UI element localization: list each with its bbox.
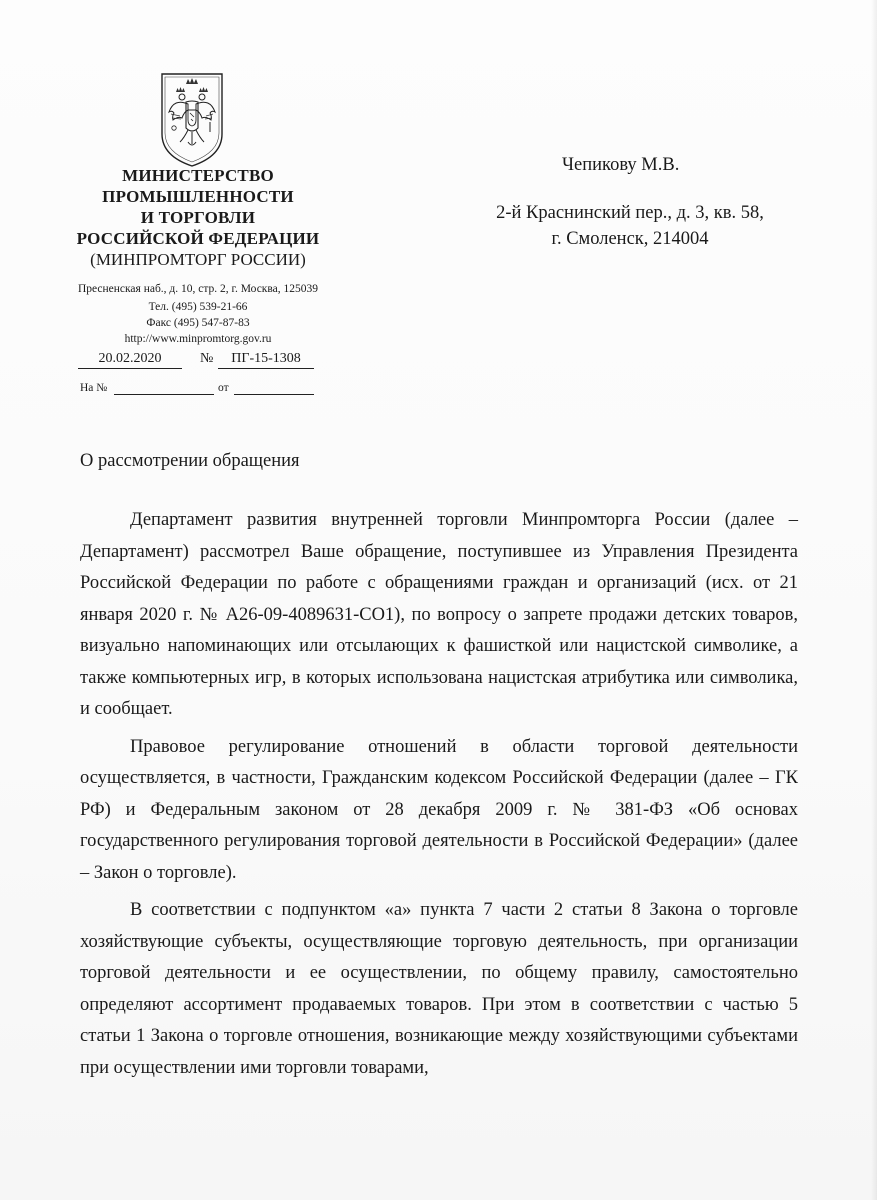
ministry-fax: Факс (495) 547-87-83 bbox=[146, 317, 250, 329]
coat-of-arms-icon bbox=[160, 72, 224, 168]
ministry-address: Пресненская наб., д. 10, стр. 2, г. Москва, 125039 bbox=[77, 283, 319, 295]
reference-row bbox=[80, 382, 320, 398]
recipient-address-line: 2-й Краснинский пер., д. 3, кв. 58, bbox=[496, 203, 764, 223]
recipient-name: Чепикову М.В. bbox=[562, 155, 680, 175]
reference-number-line bbox=[114, 394, 214, 395]
ministry-header bbox=[60, 165, 336, 347]
ministry-name-line: МИНИСТЕРСТВО bbox=[122, 166, 274, 185]
ministry-short-name: (МИНПРОМТОРГ РОССИИ) bbox=[90, 250, 306, 269]
body-paragraph: Правовое регулирование отношений в области торговой деятельности осуществляется, в частности, Гражданским кодексом Российской Федерации (далее – ГК РФ) и Федеральным законом от 28 декабря 2009 г. № 381-ФЗ «Об основах государственного регулирования торговой деятельности в Российской Федерации» (далее – Закон о торговле). bbox=[80, 736, 798, 883]
ministry-website: http://www.minpromtorg.gov.ru bbox=[124, 333, 272, 345]
body-paragraph: Департамент развития внутренней торговли Минпромторга России (далее – Департамент) рассмотрел Ваше обращение, поступившее из Управления Президента Российской Федерации по работе с обращениями граждан и организаций (исх. от 21 января 2020 г. № А26-09-4089631-СО1), по вопросу о запрете продажи детских товаров, визуально напоминающих или отсылающих к фашисткой или нацистской символике, а также компьютерных игр, в которых использована нацистская атрибутика или символика, и сообщает. bbox=[80, 510, 798, 719]
letter-body bbox=[80, 505, 798, 1084]
registration-date: 20.02.2020 bbox=[78, 350, 182, 369]
reference-date-label: от bbox=[218, 382, 229, 394]
reference-date-line bbox=[234, 394, 314, 395]
ministry-phone: Тел. (495) 539-21-66 bbox=[148, 301, 248, 313]
ministry-name-line: И ТОРГОВЛИ bbox=[140, 208, 256, 227]
scan-edge-shadow bbox=[871, 0, 877, 1200]
registration-row bbox=[78, 350, 318, 370]
body-paragraph: В соответствии с подпунктом «а» пункта 7 части 2 статьи 8 Закона о торговле хозяйствующие субъекты, осуществляющие торговую деятельность, при организации торговой деятельности и ее осуществлении, по общему правилу, самостоятельно определяют ассортимент продаваемых товаров. При этом в соответствии с частью 5 статьи 1 Закона о торговле отношения, возникающие между хозяйствующими субъектами при осуществлении ими торговли товарами, bbox=[80, 900, 798, 1078]
registration-number-sign: № bbox=[200, 351, 214, 366]
reference-number-label: На № bbox=[80, 382, 108, 394]
ministry-name-line: РОССИЙСКОЙ ФЕДЕРАЦИИ bbox=[76, 229, 320, 248]
ministry-name-line: ПРОМЫШЛЕННОСТИ bbox=[102, 187, 294, 206]
registration-number: ПГ-15-1308 bbox=[218, 350, 314, 369]
recipient-address-line: г. Смоленск, 214004 bbox=[551, 229, 709, 249]
letter-subject: О рассмотрении обращения bbox=[80, 451, 300, 471]
recipient-address bbox=[440, 200, 820, 252]
